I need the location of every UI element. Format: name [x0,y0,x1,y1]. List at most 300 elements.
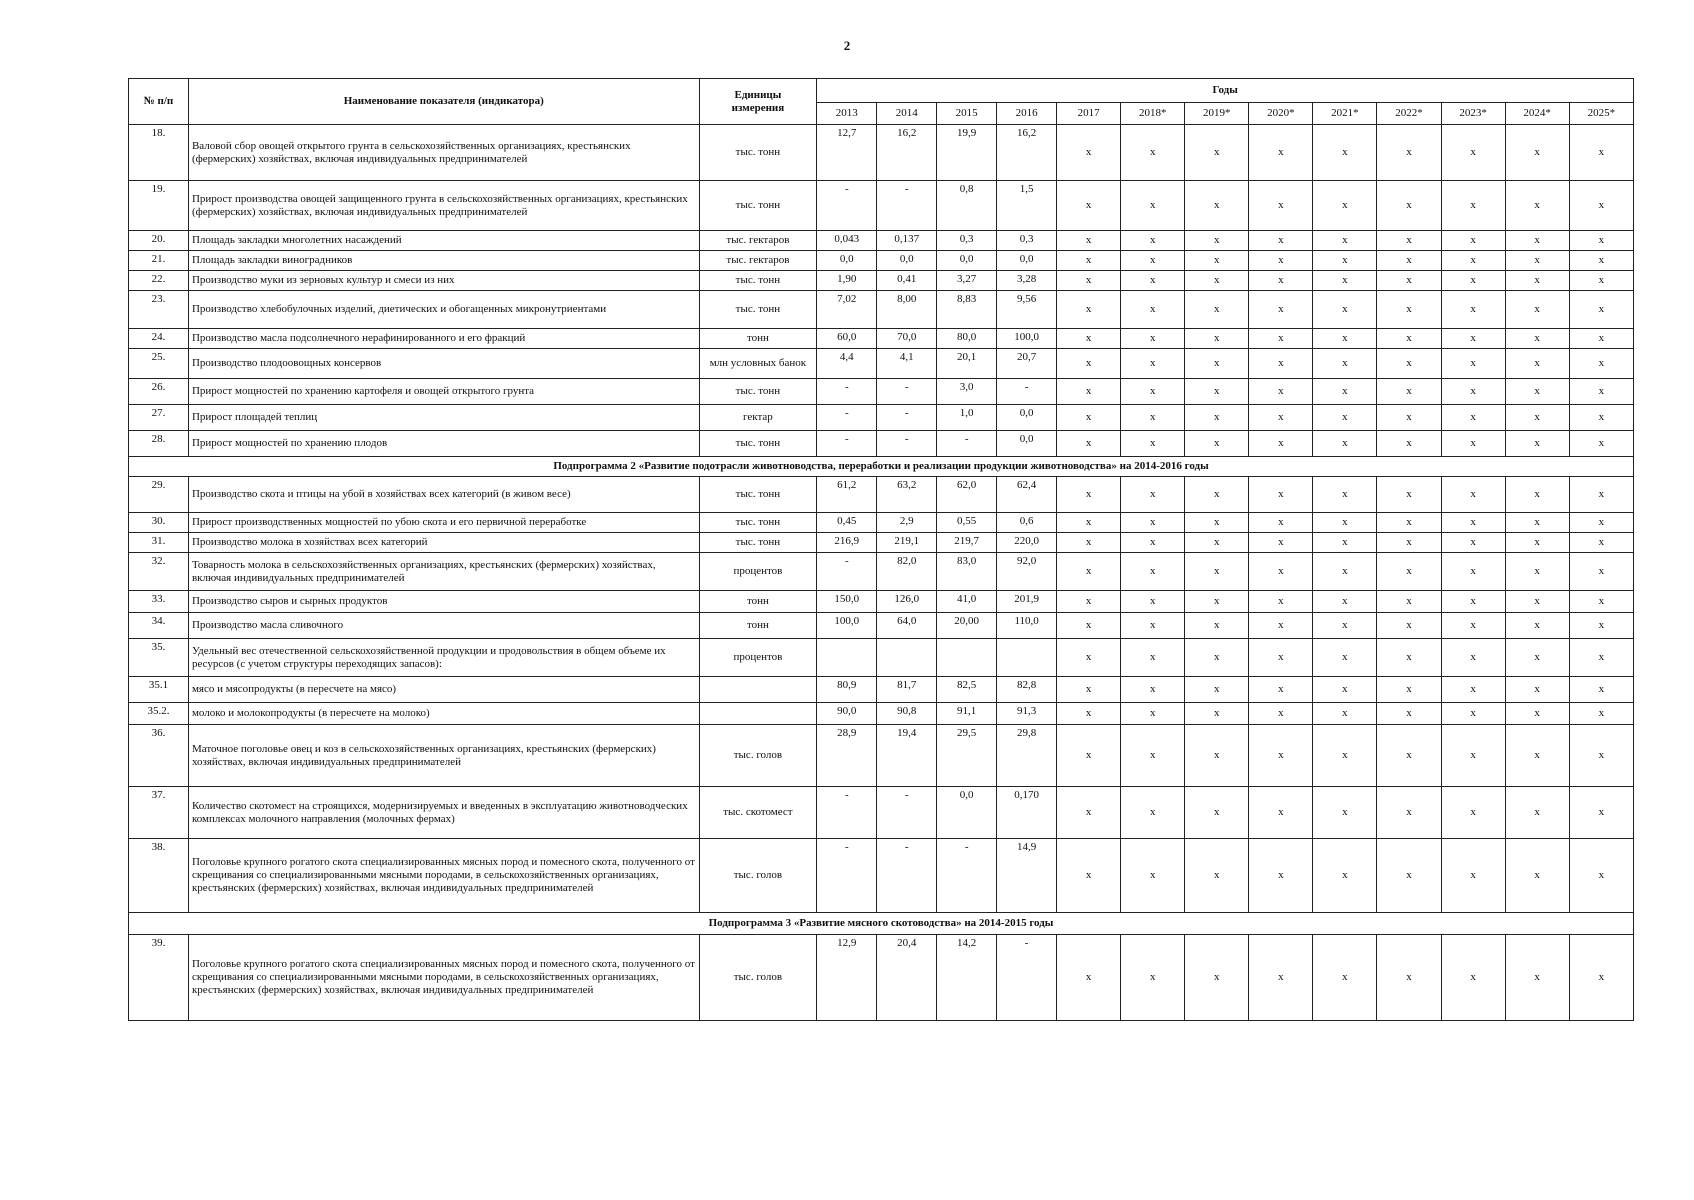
row-number: 34. [129,613,189,639]
x-mark-cell: x [1505,125,1569,181]
x-mark-cell: x [1185,251,1249,271]
x-mark-cell: x [1249,513,1313,533]
x-mark-cell: x [1249,231,1313,251]
x-mark-cell: x [1313,271,1377,291]
value-cell: 28,9 [817,725,877,787]
x-mark-cell: x [1505,431,1569,457]
x-mark-cell: x [1569,181,1633,231]
x-mark-cell: x [1185,839,1249,913]
value-cell: 90,0 [817,703,877,725]
value-cell: 12,7 [817,125,877,181]
unit-cell: тонн [699,613,817,639]
value-cell: 0,137 [877,231,937,251]
unit-cell: тыс. тонн [699,431,817,457]
value-cell: 29,8 [997,725,1057,787]
x-mark-cell: x [1441,431,1505,457]
indicator-name: Маточное поголовье овец и коз в сельскохозяйственных организациях, крестьянских (фермерских) хозяйствах, включая индивидуальных предпринимателей [188,725,699,787]
table-row [129,231,1634,251]
value-cell: 14,9 [997,839,1057,913]
x-mark-cell: x [1313,533,1377,553]
value-cell: 19,9 [937,125,997,181]
table-row [129,513,1634,533]
value-cell: - [817,431,877,457]
x-mark-cell: x [1057,591,1121,613]
value-cell [877,639,937,677]
value-cell: 12,9 [817,935,877,1021]
table-row [129,839,1634,913]
table-row [129,533,1634,553]
x-mark-cell: x [1377,231,1441,251]
value-cell: 64,0 [877,613,937,639]
x-mark-cell: x [1057,553,1121,591]
x-mark-cell: x [1441,477,1505,513]
x-mark-cell: x [1377,533,1441,553]
value-cell: 20,7 [997,349,1057,379]
x-mark-cell: x [1377,935,1441,1021]
x-mark-cell: x [1185,639,1249,677]
value-cell: 219,1 [877,533,937,553]
value-cell [997,639,1057,677]
x-mark-cell: x [1569,639,1633,677]
value-cell: 0,0 [937,787,997,839]
header-unit-line2: измерения [731,101,785,114]
x-mark-cell: x [1185,125,1249,181]
table-row [129,553,1634,591]
x-mark-cell: x [1377,329,1441,349]
x-mark-cell: x [1121,513,1185,533]
x-mark-cell: x [1121,379,1185,405]
indicator-name: Прирост площадей теплиц [188,405,699,431]
table-row [129,787,1634,839]
x-mark-cell: x [1441,513,1505,533]
value-cell: 7,02 [817,291,877,329]
x-mark-cell: x [1057,251,1121,271]
x-mark-cell: x [1505,181,1569,231]
row-number: 29. [129,477,189,513]
x-mark-cell: x [1121,935,1185,1021]
x-mark-cell: x [1569,725,1633,787]
x-mark-cell: x [1121,703,1185,725]
x-mark-cell: x [1569,591,1633,613]
unit-cell: гектар [699,405,817,431]
header-year: 2016 [997,103,1057,125]
unit-cell [699,677,817,703]
value-cell: - [877,839,937,913]
header-num: № п/п [129,79,189,125]
indicator-name: Производство плодоовощных консервов [188,349,699,379]
x-mark-cell: x [1505,935,1569,1021]
value-cell: 16,2 [877,125,937,181]
row-number: 24. [129,329,189,349]
x-mark-cell: x [1249,839,1313,913]
header-year: 2024* [1505,103,1569,125]
table-row [129,477,1634,513]
x-mark-cell: x [1505,677,1569,703]
row-number: 30. [129,513,189,533]
x-mark-cell: x [1185,787,1249,839]
x-mark-cell: x [1185,291,1249,329]
unit-cell: процентов [699,639,817,677]
row-number: 39. [129,935,189,1021]
x-mark-cell: x [1121,125,1185,181]
x-mark-cell: x [1057,613,1121,639]
x-mark-cell: x [1377,181,1441,231]
row-number: 35.1 [129,677,189,703]
x-mark-cell: x [1377,787,1441,839]
table-row [129,677,1634,703]
x-mark-cell: x [1441,639,1505,677]
x-mark-cell: x [1377,591,1441,613]
x-mark-cell: x [1185,677,1249,703]
x-mark-cell: x [1057,405,1121,431]
value-cell: 0,8 [937,181,997,231]
x-mark-cell: x [1441,839,1505,913]
x-mark-cell: x [1441,231,1505,251]
x-mark-cell: x [1121,787,1185,839]
x-mark-cell: x [1377,251,1441,271]
x-mark-cell: x [1569,703,1633,725]
x-mark-cell: x [1505,231,1569,251]
x-mark-cell: x [1057,349,1121,379]
value-cell: - [877,431,937,457]
x-mark-cell: x [1377,349,1441,379]
indicator-name: Количество скотомест на строящихся, модернизируемых и введенных в эксплуатацию животноводческих комплексах молочного направления (молочных фермах) [188,787,699,839]
x-mark-cell: x [1313,349,1377,379]
value-cell: 20,00 [937,613,997,639]
row-number: 35. [129,639,189,677]
x-mark-cell: x [1441,405,1505,431]
x-mark-cell: x [1185,935,1249,1021]
x-mark-cell: x [1185,513,1249,533]
x-mark-cell: x [1313,251,1377,271]
x-mark-cell: x [1569,125,1633,181]
x-mark-cell: x [1185,725,1249,787]
table-row [129,379,1634,405]
x-mark-cell: x [1313,639,1377,677]
x-mark-cell: x [1313,553,1377,591]
value-cell: 0,41 [877,271,937,291]
x-mark-cell: x [1057,329,1121,349]
x-mark-cell: x [1505,251,1569,271]
indicators-table [128,78,1634,1021]
row-number: 33. [129,591,189,613]
x-mark-cell: x [1569,329,1633,349]
x-mark-cell: x [1057,291,1121,329]
x-mark-cell: x [1249,677,1313,703]
x-mark-cell: x [1249,703,1313,725]
x-mark-cell: x [1441,725,1505,787]
value-cell: 3,0 [937,379,997,405]
x-mark-cell: x [1249,405,1313,431]
header-year: 2025* [1569,103,1633,125]
x-mark-cell: x [1313,125,1377,181]
indicator-name: Поголовье крупного рогатого скота специализированных мясных пород и помесного скота, полученного от скрещивания со специализированными мясными породами, в сельскохозяйственных организациях, крестьянских (фермерских) хозяйствах, включая индивидуальных предпринимателей [188,839,699,913]
row-number: 32. [129,553,189,591]
x-mark-cell: x [1505,405,1569,431]
value-cell: 219,7 [937,533,997,553]
row-number: 36. [129,725,189,787]
x-mark-cell: x [1569,431,1633,457]
row-number: 21. [129,251,189,271]
x-mark-cell: x [1441,703,1505,725]
table-row [129,251,1634,271]
x-mark-cell: x [1569,379,1633,405]
row-number: 25. [129,349,189,379]
table-row [129,329,1634,349]
unit-cell: процентов [699,553,817,591]
table-row [129,405,1634,431]
value-cell: 0,45 [817,513,877,533]
value-cell: - [817,553,877,591]
section-row [129,913,1634,935]
table-row [129,431,1634,457]
x-mark-cell: x [1569,677,1633,703]
value-cell: 91,3 [997,703,1057,725]
table-row [129,613,1634,639]
x-mark-cell: x [1121,181,1185,231]
x-mark-cell: x [1441,553,1505,591]
x-mark-cell: x [1249,271,1313,291]
unit-cell: тыс. скотомест [699,787,817,839]
header-year: 2022* [1377,103,1441,125]
x-mark-cell: x [1185,703,1249,725]
value-cell: 4,4 [817,349,877,379]
x-mark-cell: x [1569,231,1633,251]
x-mark-cell: x [1057,703,1121,725]
indicator-name: Прирост производства овощей защищенного грунта в сельскохозяйственных организациях, крестьянских (фермерских) хозяйствах, включая индивидуальных предпринимателей [188,181,699,231]
x-mark-cell: x [1377,613,1441,639]
x-mark-cell: x [1505,379,1569,405]
value-cell: 126,0 [877,591,937,613]
row-number: 19. [129,181,189,231]
x-mark-cell: x [1313,431,1377,457]
x-mark-cell: x [1377,677,1441,703]
x-mark-cell: x [1057,379,1121,405]
row-number: 22. [129,271,189,291]
x-mark-cell: x [1057,725,1121,787]
x-mark-cell: x [1185,329,1249,349]
value-cell: 9,56 [997,291,1057,329]
value-cell: - [817,787,877,839]
x-mark-cell: x [1313,613,1377,639]
value-cell: 83,0 [937,553,997,591]
value-cell: 82,0 [877,553,937,591]
header-year: 2021* [1313,103,1377,125]
value-cell: 16,2 [997,125,1057,181]
value-cell: 0,170 [997,787,1057,839]
x-mark-cell: x [1441,271,1505,291]
x-mark-cell: x [1569,513,1633,533]
value-cell [817,639,877,677]
x-mark-cell: x [1057,533,1121,553]
x-mark-cell: x [1313,181,1377,231]
x-mark-cell: x [1313,379,1377,405]
indicator-name: Удельный вес отечественной сельскохозяйственной продукции и продовольствия в общем объеме их ресурсов (с учетом структуры переходящих запасов): [188,639,699,677]
x-mark-cell: x [1121,677,1185,703]
indicator-name: Товарность молока в сельскохозяйственных организациях, крестьянских (фермерских) хозяйствах, включая индивидуальных предпринимателей [188,553,699,591]
value-cell: 100,0 [817,613,877,639]
value-cell: 29,5 [937,725,997,787]
unit-cell: тыс. тонн [699,477,817,513]
row-number: 23. [129,291,189,329]
x-mark-cell: x [1377,405,1441,431]
indicator-name: Площадь закладки многолетних насаждений [188,231,699,251]
value-cell: 41,0 [937,591,997,613]
indicator-name: Валовой сбор овощей открытого грунта в сельскохозяйственных организациях, крестьянских (фермерских) хозяйствах, включая индивидуальных предпринимателей [188,125,699,181]
indicator-name: молоко и молокопродукты (в пересчете на молоко) [188,703,699,725]
x-mark-cell: x [1057,513,1121,533]
x-mark-cell: x [1377,839,1441,913]
x-mark-cell: x [1313,839,1377,913]
x-mark-cell: x [1313,231,1377,251]
x-mark-cell: x [1313,291,1377,329]
value-cell: 63,2 [877,477,937,513]
value-cell: 0,3 [997,231,1057,251]
x-mark-cell: x [1249,613,1313,639]
indicator-name: Производство масла сливочного [188,613,699,639]
table-row [129,181,1634,231]
x-mark-cell: x [1313,935,1377,1021]
x-mark-cell: x [1249,477,1313,513]
indicator-name: Производство хлебобулочных изделий, диетических и обогащенных микронутриентами [188,291,699,329]
unit-cell: тыс. тонн [699,513,817,533]
row-number: 20. [129,231,189,251]
value-cell: 3,27 [937,271,997,291]
x-mark-cell: x [1121,639,1185,677]
value-cell: 0,0 [997,251,1057,271]
x-mark-cell: x [1505,839,1569,913]
value-cell: 201,9 [997,591,1057,613]
indicator-name: Производство молока в хозяйствах всех категорий [188,533,699,553]
x-mark-cell: x [1441,251,1505,271]
x-mark-cell: x [1441,181,1505,231]
unit-cell: тонн [699,329,817,349]
x-mark-cell: x [1121,591,1185,613]
row-number: 37. [129,787,189,839]
x-mark-cell: x [1185,349,1249,379]
unit-cell: тыс. голов [699,725,817,787]
x-mark-cell: x [1121,839,1185,913]
x-mark-cell: x [1185,431,1249,457]
x-mark-cell: x [1121,553,1185,591]
x-mark-cell: x [1313,787,1377,839]
x-mark-cell: x [1057,181,1121,231]
value-cell: 60,0 [817,329,877,349]
x-mark-cell: x [1505,613,1569,639]
x-mark-cell: x [1505,703,1569,725]
x-mark-cell: x [1441,677,1505,703]
header-year: 2018* [1121,103,1185,125]
x-mark-cell: x [1121,349,1185,379]
value-cell: - [877,787,937,839]
indicator-name: Производство муки из зерновых культур и смеси из них [188,271,699,291]
header-unit [699,79,817,125]
x-mark-cell: x [1441,591,1505,613]
value-cell: 20,4 [877,935,937,1021]
x-mark-cell: x [1057,231,1121,251]
row-number: 31. [129,533,189,553]
x-mark-cell: x [1121,431,1185,457]
x-mark-cell: x [1569,839,1633,913]
value-cell: 0,55 [937,513,997,533]
x-mark-cell: x [1185,553,1249,591]
x-mark-cell: x [1249,935,1313,1021]
x-mark-cell: x [1185,405,1249,431]
x-mark-cell: x [1249,181,1313,231]
row-number: 28. [129,431,189,457]
x-mark-cell: x [1249,125,1313,181]
value-cell: 216,9 [817,533,877,553]
value-cell: 220,0 [997,533,1057,553]
value-cell: 0,0 [997,431,1057,457]
indicator-name: Поголовье крупного рогатого скота специализированных мясных пород и помесного скота, полученного от скрещивания со специализированными мясными породами, в сельскохозяйственных организациях, крестьянских (фермерских) хозяйствах, включая индивидуальных предпринимателей [188,935,699,1021]
x-mark-cell: x [1121,725,1185,787]
x-mark-cell: x [1185,477,1249,513]
x-mark-cell: x [1505,271,1569,291]
value-cell: - [817,181,877,231]
x-mark-cell: x [1505,477,1569,513]
x-mark-cell: x [1441,291,1505,329]
x-mark-cell: x [1057,839,1121,913]
x-mark-cell: x [1249,787,1313,839]
x-mark-cell: x [1121,477,1185,513]
value-cell: 20,1 [937,349,997,379]
value-cell: 8,83 [937,291,997,329]
x-mark-cell: x [1569,251,1633,271]
section-title: Подпрограмма 2 «Развитие подотрасли животноводства, переработки и реализации продукции животноводства» на 2014-2016 годы [129,457,1634,477]
value-cell: 80,0 [937,329,997,349]
x-mark-cell: x [1569,291,1633,329]
x-mark-cell: x [1185,613,1249,639]
value-cell: 1,0 [937,405,997,431]
x-mark-cell: x [1185,379,1249,405]
x-mark-cell: x [1569,553,1633,591]
x-mark-cell: x [1057,677,1121,703]
x-mark-cell: x [1505,591,1569,613]
indicator-name: Площадь закладки виноградников [188,251,699,271]
x-mark-cell: x [1569,349,1633,379]
x-mark-cell: x [1057,787,1121,839]
x-mark-cell: x [1313,677,1377,703]
x-mark-cell: x [1377,271,1441,291]
unit-cell: тыс. голов [699,839,817,913]
unit-cell: тыс. тонн [699,125,817,181]
value-cell: - [817,839,877,913]
x-mark-cell: x [1377,639,1441,677]
x-mark-cell: x [1377,703,1441,725]
indicator-name: Производство масла подсолнечного нерафинированного и его фракций [188,329,699,349]
unit-cell [699,703,817,725]
indicator-name: Производство скота и птицы на убой в хозяйствах всех категорий (в живом весе) [188,477,699,513]
x-mark-cell: x [1505,639,1569,677]
page-number: 2 [843,38,851,53]
x-mark-cell: x [1249,533,1313,553]
value-cell: - [877,181,937,231]
value-cell: - [997,935,1057,1021]
value-cell: 4,1 [877,349,937,379]
x-mark-cell: x [1377,553,1441,591]
value-cell: 0,0 [997,405,1057,431]
indicator-name: Прирост мощностей по хранению картофеля и овощей открытого грунта [188,379,699,405]
indicator-name: Прирост мощностей по хранению плодов [188,431,699,457]
x-mark-cell: x [1505,533,1569,553]
value-cell: 80,9 [817,677,877,703]
value-cell: 0,0 [817,251,877,271]
indicator-name: Производство сыров и сырных продуктов [188,591,699,613]
value-cell: 100,0 [997,329,1057,349]
x-mark-cell: x [1249,431,1313,457]
x-mark-cell: x [1441,613,1505,639]
